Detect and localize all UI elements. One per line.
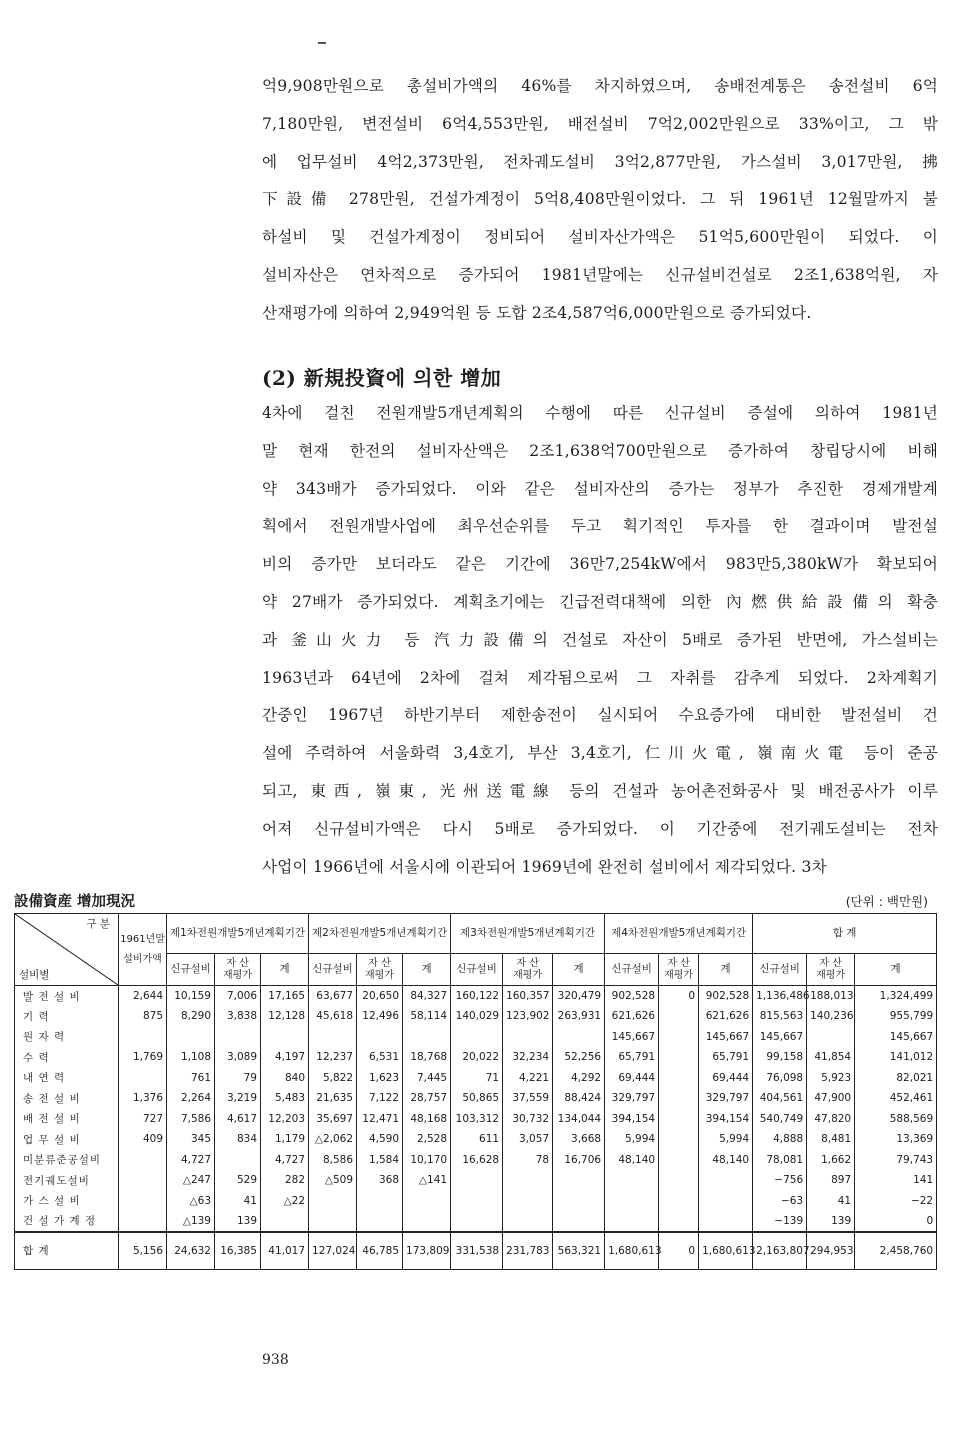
table-cell: 78 (503, 1150, 553, 1171)
table-cell (119, 1170, 167, 1191)
table-cell: 145,667 (753, 1027, 807, 1048)
table-cell: 6,531 (357, 1047, 403, 1068)
table-cell: 45,618 (309, 1006, 357, 1027)
table-cell: 47,900 (807, 1088, 855, 1109)
scan-mark (318, 42, 326, 44)
table-cell: 2,458,760 (855, 1232, 937, 1270)
table-cell: 1,769 (119, 1047, 167, 1068)
table-cell: △509 (309, 1170, 357, 1191)
row-label: 배 전 설 비 (15, 1109, 119, 1130)
table-cell: 282 (261, 1170, 309, 1191)
table-cell: 41,017 (261, 1232, 309, 1270)
table-cell (553, 1027, 605, 1048)
paragraph-2-line: 되고, 東西, 嶺東, 光州送電線 등의 건설과 농어촌전화공사 및 배전공사가 이루 (262, 781, 938, 800)
subheader-new: 신규설비 (753, 954, 807, 986)
table-cell: 47,820 (807, 1109, 855, 1130)
table-cell: 18,768 (403, 1047, 451, 1068)
table-row (15, 1027, 937, 1048)
table-cell: 0 (659, 986, 699, 1007)
table-cell: 20,650 (357, 986, 403, 1007)
table-cell: 65,791 (605, 1047, 659, 1068)
row-label: 수 력 (15, 1047, 119, 1068)
table-cell: 41 (215, 1191, 261, 1212)
table-cell (659, 1150, 699, 1171)
table-cell (167, 1027, 215, 1048)
table-cell: 404,561 (753, 1088, 807, 1109)
table-cell: 99,158 (753, 1047, 807, 1068)
subheader-total: 계 (699, 954, 753, 986)
table-cell: 30,732 (503, 1109, 553, 1130)
table-cell: 46,785 (357, 1232, 403, 1270)
table-cell: 140,029 (451, 1006, 503, 1027)
row-label: 미분류준공설비 (15, 1150, 119, 1171)
table-cell (403, 1211, 451, 1232)
table-cell: 127,024 (309, 1232, 357, 1270)
table-cell: 1,324,499 (855, 986, 937, 1007)
table-cell: 5,994 (605, 1129, 659, 1150)
table-cell: 88,424 (553, 1088, 605, 1109)
table-cell: 4,590 (357, 1129, 403, 1150)
paragraph-2-line: 획에서 전원개발사업에 최우선순위를 두고 획기적인 투자를 한 결과이며 발전설 (262, 517, 938, 536)
table-cell (605, 1170, 659, 1191)
table-cell (451, 1170, 503, 1191)
table-cell: 368 (357, 1170, 403, 1191)
table-cell: 320,479 (553, 986, 605, 1007)
subheader-total: 계 (553, 954, 605, 986)
table-cell: △139 (167, 1211, 215, 1232)
table-cell: 3,838 (215, 1006, 261, 1027)
table-cell: 4,888 (753, 1129, 807, 1150)
table-cell: 8,586 (309, 1150, 357, 1171)
table-cell (261, 1027, 309, 1048)
table-cell: 611 (451, 1129, 503, 1150)
table-cell: 16,706 (553, 1150, 605, 1171)
table-row (15, 1232, 937, 1270)
table-cell: 17,165 (261, 986, 309, 1007)
table-cell: 1,136,486 (753, 986, 807, 1007)
subheader-new: 신규설비 (605, 954, 659, 986)
paragraph-2-line: 비의 증가만 보더라도 같은 기간에 36만7,254kW에서 983만5,380kW가 확보되어 (262, 555, 938, 574)
table-cell: 840 (261, 1068, 309, 1089)
table-cell: 3,668 (553, 1129, 605, 1150)
table-caption: 設備資産 增加現況 (14, 894, 136, 910)
table-cell: 78,081 (753, 1150, 807, 1171)
table-cell: 529 (215, 1170, 261, 1191)
table-cell (451, 1211, 503, 1232)
table-cell (659, 1088, 699, 1109)
table-cell (807, 1027, 855, 1048)
table-cell: 16,628 (451, 1150, 503, 1171)
table-cell: 69,444 (699, 1068, 753, 1089)
table-cell: 7,445 (403, 1068, 451, 1089)
row-label: 업 무 설 비 (15, 1129, 119, 1150)
table-cell (659, 1006, 699, 1027)
table-cell (503, 1191, 553, 1212)
paragraph-1-line: 억9,908만원으로 총설비가액의 46%를 차지하였으며, 송배전계통은 송전설비 6억 (262, 77, 938, 95)
table-cell: 12,237 (309, 1047, 357, 1068)
table-cell: 345 (167, 1129, 215, 1150)
table-cell (699, 1191, 753, 1212)
table-cell (553, 1211, 605, 1232)
table-cell (659, 1129, 699, 1150)
table-cell (699, 1211, 753, 1232)
table-cell: 32,234 (503, 1047, 553, 1068)
body-paragraph-2 (262, 395, 938, 886)
table-cell: 1,623 (357, 1068, 403, 1089)
table-cell (403, 1191, 451, 1212)
table-cell: 1,662 (807, 1150, 855, 1171)
subheader-total: 계 (261, 954, 309, 986)
subheader-new: 신규설비 (309, 954, 357, 986)
table-cell: 52,256 (553, 1047, 605, 1068)
table-row (15, 1191, 937, 1212)
table-cell: 12,496 (357, 1006, 403, 1027)
table-row (15, 1006, 937, 1027)
table-cell: 231,783 (503, 1232, 553, 1270)
row-label: 원 자 력 (15, 1027, 119, 1048)
table-cell: 902,528 (699, 986, 753, 1007)
table-cell: 173,809 (403, 1232, 451, 1270)
table-cell: 13,369 (855, 1129, 937, 1150)
table-row (15, 1088, 937, 1109)
table-row (15, 1211, 937, 1232)
table-row (15, 1047, 937, 1068)
table-cell: △2,062 (309, 1129, 357, 1150)
table-cell: 563,321 (553, 1232, 605, 1270)
table-cell: △63 (167, 1191, 215, 1212)
table-cell (659, 1068, 699, 1089)
table-unit-label: (단위 : 백만원) (845, 894, 928, 909)
table-cell: 1,179 (261, 1129, 309, 1150)
row-label: 전기궤도설비 (15, 1170, 119, 1191)
table-cell: 21,635 (309, 1088, 357, 1109)
table-cell: 24,632 (167, 1232, 215, 1270)
corner-header-top: 구 분 (86, 918, 110, 930)
table-cell (503, 1170, 553, 1191)
table-row (15, 1150, 937, 1171)
table-cell: 1,680,613 (605, 1232, 659, 1270)
table-cell: 4,727 (167, 1150, 215, 1171)
paragraph-2-line: 1963년과 64년에 2차에 걸쳐 제각됨으로써 그 자취를 감추게 되었다. 2차계획기 (262, 668, 938, 687)
table-cell: 1,376 (119, 1088, 167, 1109)
subheader-revaluation: 자 산 재평가 (357, 954, 403, 986)
table-cell: 82,021 (855, 1068, 937, 1089)
table-cell: 294,953 (807, 1232, 855, 1270)
table-cell (451, 1191, 503, 1212)
table-cell: 139 (807, 1211, 855, 1232)
table-cell (403, 1027, 451, 1048)
table-cell: 4,617 (215, 1109, 261, 1130)
table-cell: −63 (753, 1191, 807, 1212)
period-header: 제3차전원개발5개년계획기간 (451, 914, 605, 954)
table-cell: 8,290 (167, 1006, 215, 1027)
table-cell (659, 1191, 699, 1212)
table-cell (659, 1109, 699, 1130)
paragraph-1-line: 下設備 278만원, 건설가계정이 5억8,408만원이었다. 그 뒤 1961년 12월말까지 불 (262, 190, 938, 209)
table-cell: 2,528 (403, 1129, 451, 1150)
table-cell: 37,559 (503, 1088, 553, 1109)
table-cell: 4,221 (503, 1068, 553, 1089)
asset-increase-table (14, 913, 936, 1270)
table-row (15, 1068, 937, 1089)
table-cell: 141 (855, 1170, 937, 1191)
period-header: 제4차전원개발5개년계획기간 (605, 914, 753, 954)
table-cell: 4,292 (553, 1068, 605, 1089)
table-cell: 76,098 (753, 1068, 807, 1089)
table-cell: 1,584 (357, 1150, 403, 1171)
table-cell: 145,667 (605, 1027, 659, 1048)
table-cell: △141 (403, 1170, 451, 1191)
table-cell: 12,203 (261, 1109, 309, 1130)
paragraph-2-line: 약 343배가 증가되었다. 이와 같은 설비자산의 증가는 정부가 추진한 경제개발계 (262, 479, 938, 498)
subheader-revaluation: 자 산 재평가 (503, 954, 553, 986)
subheader-total: 계 (855, 954, 937, 986)
paragraph-1-line: 설비자산은 연차적으로 증가되어 1981년말에는 신규설비건설로 2조1,638억원, 자 (262, 265, 938, 284)
paragraph-2-line: 어져 신규설비가액은 다시 5배로 증가되었다. 이 기간중에 전기궤도설비는 전차 (262, 819, 938, 838)
table-cell: 48,140 (699, 1150, 753, 1171)
table-cell: 3,057 (503, 1129, 553, 1150)
corner-header (15, 914, 119, 986)
table-cell: 79,743 (855, 1150, 937, 1171)
table-cell: 331,538 (451, 1232, 503, 1270)
table-cell: 5,156 (119, 1232, 167, 1270)
table-cell: 5,483 (261, 1088, 309, 1109)
table-cell (119, 1150, 167, 1171)
table-cell (503, 1027, 553, 1048)
period-header: 제2차전원개발5개년계획기간 (309, 914, 451, 954)
table-cell (605, 1191, 659, 1212)
table-cell: 58,114 (403, 1006, 451, 1027)
table-cell: 141,012 (855, 1047, 937, 1068)
table-cell (451, 1027, 503, 1048)
table-cell: 902,528 (605, 986, 659, 1007)
table-cell (119, 1211, 167, 1232)
table-cell: 160,357 (503, 986, 553, 1007)
section-heading: (2) 新規投資에 의한 增加 (262, 366, 502, 390)
table-cell (357, 1191, 403, 1212)
table-cell: 540,749 (753, 1109, 807, 1130)
table-cell: 69,444 (605, 1068, 659, 1089)
table-cell: 3,219 (215, 1088, 261, 1109)
table-cell: 140,236 (807, 1006, 855, 1027)
table-cell (659, 1170, 699, 1191)
table-cell: 188,013 (807, 986, 855, 1007)
paragraph-1-line: 7,180만원, 변전설비 6억4,553만원, 배전설비 7억2,002만원으로 33%이고, 그 밖 (262, 114, 938, 133)
table-cell: 10,159 (167, 986, 215, 1007)
table-cell (699, 1170, 753, 1191)
table-row (15, 1109, 937, 1130)
paragraph-1-line: 산재평가에 의하여 2,949억원 등 도합 2조4,587억6,000만원으로 증가되었다. (262, 303, 812, 322)
row-label: 기 력 (15, 1006, 119, 1027)
row-label: 내 연 력 (15, 1068, 119, 1089)
table-cell (553, 1191, 605, 1212)
table-cell (605, 1211, 659, 1232)
row-label: 가 스 설 비 (15, 1191, 119, 1212)
table-cell: −139 (753, 1211, 807, 1232)
table-cell: 28,757 (403, 1088, 451, 1109)
table-cell (261, 1211, 309, 1232)
table-cell: 0 (659, 1232, 699, 1270)
table-cell: 4,197 (261, 1047, 309, 1068)
paragraph-1-line: 하설비 및 건설가계정이 정비되어 설비자산가액은 51억5,600만원이 되었다. 이 (262, 228, 938, 247)
table-cell: 123,902 (503, 1006, 553, 1027)
table-cell (503, 1211, 553, 1232)
table-cell: 2,163,807 (753, 1232, 807, 1270)
table-cell: 875 (119, 1006, 167, 1027)
row-label: 발 전 설 비 (15, 986, 119, 1007)
table-cell (215, 1150, 261, 1171)
table-cell: 834 (215, 1129, 261, 1150)
paragraph-1-line: 에 업무설비 4억2,373만원, 전차궤도설비 3억2,877만원, 가스설비 3,017만원, 拂 (262, 152, 938, 171)
table-cell: 409 (119, 1129, 167, 1150)
table-cell: 20,022 (451, 1047, 503, 1068)
table-cell (659, 1211, 699, 1232)
subheader-new: 신규설비 (451, 954, 503, 986)
table-cell: 1,108 (167, 1047, 215, 1068)
table-row (15, 1129, 937, 1150)
table-cell: 0 (855, 1211, 937, 1232)
subheader-new: 신규설비 (167, 954, 215, 986)
table-cell (309, 1211, 357, 1232)
table-cell: 5,822 (309, 1068, 357, 1089)
period-header: 제1차전원개발5개년계획기간 (167, 914, 309, 954)
table-cell: 48,140 (605, 1150, 659, 1171)
table-cell: 8,481 (807, 1129, 855, 1150)
table-cell: 79 (215, 1068, 261, 1089)
table-cell: −756 (753, 1170, 807, 1191)
table-cell: 10,170 (403, 1150, 451, 1171)
table-cell: 7,586 (167, 1109, 215, 1130)
table-cell: 160,122 (451, 986, 503, 1007)
table-cell: 329,797 (699, 1088, 753, 1109)
table-cell: 621,626 (699, 1006, 753, 1027)
table-cell: 394,154 (605, 1109, 659, 1130)
table-cell: 2,264 (167, 1088, 215, 1109)
col-1961-header: 1961년말 설비가액 (119, 914, 167, 986)
table-cell: 12,128 (261, 1006, 309, 1027)
table-cell (553, 1170, 605, 1191)
table-cell: 41 (807, 1191, 855, 1212)
paragraph-2-line: 약 27배가 증가되었다. 계획초기에는 긴급전력대책에 의한 內燃供給設備의 확충 (262, 592, 938, 611)
table-cell: 3,089 (215, 1047, 261, 1068)
table-cell (659, 1027, 699, 1048)
table-cell: △247 (167, 1170, 215, 1191)
paragraph-2-line: 과 釜山火力 등 汽力設備의 건설로 자산이 5배로 증가된 반면에, 가스설비는 (262, 630, 938, 649)
table-cell: 5,994 (699, 1129, 753, 1150)
table-cell: 145,667 (855, 1027, 937, 1048)
paragraph-2-line: 사업이 1966년에 서울시에 이관되어 1969년에 완전히 설비에서 제각되었다. 3차 (262, 857, 827, 876)
table-cell: △22 (261, 1191, 309, 1212)
table-cell: 621,626 (605, 1006, 659, 1027)
table-cell: 71 (451, 1068, 503, 1089)
table-cell: 145,667 (699, 1027, 753, 1048)
page-number: 938 (262, 1352, 289, 1368)
table-cell: 4,727 (261, 1150, 309, 1171)
table-cell: 1,680,613 (699, 1232, 753, 1270)
table-cell: 329,797 (605, 1088, 659, 1109)
table-cell: 103,312 (451, 1109, 503, 1130)
table-cell: 394,154 (699, 1109, 753, 1130)
subheader-revaluation: 자 산 재평가 (807, 954, 855, 986)
table-cell: 263,931 (553, 1006, 605, 1027)
table-cell: 452,461 (855, 1088, 937, 1109)
paragraph-2-line: 간중인 1967년 하반기부터 제한송전이 실시되어 수요증가에 대비한 발전설비 건 (262, 706, 938, 725)
table-cell (357, 1211, 403, 1232)
table-cell: 727 (119, 1109, 167, 1130)
table-cell (309, 1191, 357, 1212)
table-cell (119, 1027, 167, 1048)
table-cell: 2,644 (119, 986, 167, 1007)
table-cell (119, 1191, 167, 1212)
period-header: 합 계 (753, 914, 937, 954)
row-label: 건 설 가 계 정 (15, 1211, 119, 1232)
table-cell (309, 1027, 357, 1048)
row-label: 송 전 설 비 (15, 1088, 119, 1109)
subheader-revaluation: 자 산 재평가 (215, 954, 261, 986)
table-cell: 134,044 (553, 1109, 605, 1130)
table-cell: 761 (167, 1068, 215, 1089)
table-cell: 48,168 (403, 1109, 451, 1130)
table-cell: 63,677 (309, 986, 357, 1007)
table-row (15, 1170, 937, 1191)
table-cell: 7,122 (357, 1088, 403, 1109)
table-cell: 35,697 (309, 1109, 357, 1130)
paragraph-2-line: 설에 주력하여 서울화력 3,4호기, 부산 3,4호기, 仁川火電, 嶺南火電 등이 준공 (262, 744, 938, 763)
table-cell: 16,385 (215, 1232, 261, 1270)
table-cell: −22 (855, 1191, 937, 1212)
body-paragraph-1 (262, 68, 938, 333)
table-cell: 50,865 (451, 1088, 503, 1109)
table-cell: 955,799 (855, 1006, 937, 1027)
table-cell: 588,569 (855, 1109, 937, 1130)
table-cell: 84,327 (403, 986, 451, 1007)
row-label: 합 계 (15, 1232, 119, 1270)
paragraph-2-line: 말 현재 한전의 설비자산액은 2조1,638억700만원으로 증가하여 창립당시에 비해 (262, 441, 938, 460)
paragraph-2-line: 4차에 걸친 전원개발5개년계획의 수행에 따른 신규설비 증설에 의하여 1981년 (262, 404, 938, 422)
table-cell (119, 1068, 167, 1089)
table-cell: 7,006 (215, 986, 261, 1007)
table-cell (659, 1047, 699, 1068)
table-cell: 815,563 (753, 1006, 807, 1027)
table-cell: 5,923 (807, 1068, 855, 1089)
table-cell: 139 (215, 1211, 261, 1232)
subheader-total: 계 (403, 954, 451, 986)
subheader-revaluation: 자 산 재평가 (659, 954, 699, 986)
table-cell: 12,471 (357, 1109, 403, 1130)
table-cell (357, 1027, 403, 1048)
table-cell: 65,791 (699, 1047, 753, 1068)
table-cell: 41,854 (807, 1047, 855, 1068)
table-row (15, 986, 937, 1007)
table-cell (215, 1027, 261, 1048)
corner-header-bottom: 설비별 (19, 968, 50, 981)
table-cell: 897 (807, 1170, 855, 1191)
